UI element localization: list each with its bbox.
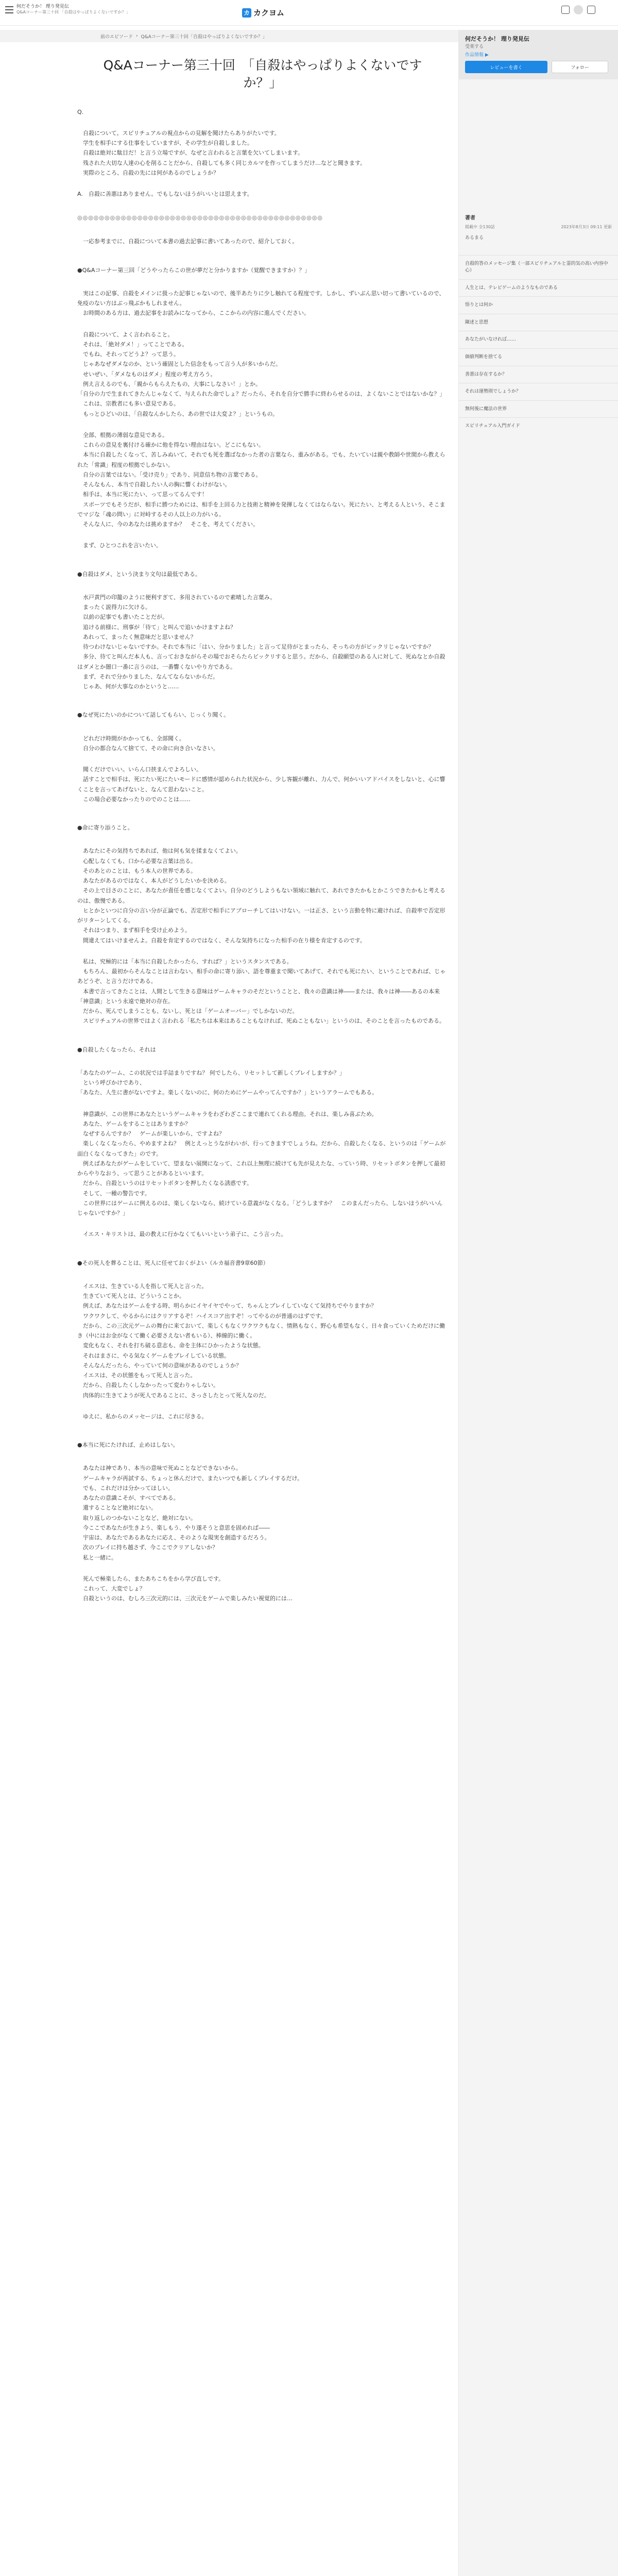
sidebar-episode-item[interactable]: 無何後に魔法の世界	[459, 400, 618, 418]
paragraph-1: 実はこの記事、自殺をメインに扱った記事じゃないので、後半あたりに少し触れてる程度です。しかし、ずいぶん思い切って書いているので、免疫のない方はぶっ飛ぶかもしれません。 お時間のある方は、過去記事をお読みになってから、ここからの内容に進んでください。	[77, 290, 445, 317]
section-heading-4: ●命に寄り添うこと。	[77, 824, 133, 831]
section-heading-2: ●自殺はダメ、という決まり文句は最低である。	[77, 570, 201, 578]
section-heading-6: ●その死人を葬ることは、死人に任せておくがよい（ルカ福音書9章60節）	[77, 1259, 269, 1266]
episode-count: 掲載中 全130話	[465, 225, 495, 230]
sidebar-episode-item[interactable]: 善悪は存在するか？	[459, 366, 618, 383]
episode-nav-bar	[0, 30, 515, 42]
intro-paragraph: 一応参考までに、自殺について本書の過去記事に書いてあったので、紹介しておく。	[77, 238, 298, 245]
work-name[interactable]: 何だそうか！ 理り発見伝	[465, 36, 529, 42]
top-bar-left	[5, 4, 130, 15]
section-heading-5: ●自殺したくなったら、それは	[77, 1046, 156, 1053]
sidebar-episode-item[interactable]: 人生とは、テレビゲームのようなものである	[459, 279, 618, 297]
paragraph-4: まず、ひとつこれを言いたい。	[77, 542, 162, 549]
work-title[interactable]: 何だそうか！ 理り発見伝	[16, 4, 69, 9]
paragraph-6: どれだけ時間がかかっても、全部聞く。 自分の都合なんて捨てて、その命に向き合いなさい。	[82, 735, 219, 752]
work-meta	[459, 213, 618, 241]
paragraph-15: あなたは神であり、本当の意味で死ぬことなどできないから。 ゲームキャラが再試する、ちょっと休んだけで、またいつでも新しくプレイするだけ。 でも、これだけは分かってほしい。 あなたの意識こそが、すべてである。 還することなど絶対にない。 取り返しのつかないことなど、絶対にない。 今ここであなたが生きよう、楽しもう、やり遂そうと意思を固めれば―― 宇宙は、あなたであるあなたに応え、そのような現実を創造するだろう。 次のプレイに持ち越さず、今ここでクリアしないか？ 私と一緒に。	[82, 1465, 303, 1561]
author-tag[interactable]: あるまる	[465, 235, 484, 241]
paragraph-11: 神意識が、この世界にあなたというゲームキャラをわざわざここまで連れてくれる理由。それは、楽しみ喜ぶため。 あなた、ゲームをすることはありますか？ なぜするんですか？ ゲームが楽しいから、ですよね？ 楽しくなくなったら、やめますよね？ 例とえっとうながわいが、行ってきますでしょうね。だから、自殺したくなる、というのは「ゲームが面白くなくなってきた」のです。 例えばあなたがゲームをしていて、望まない展開になって、これ以上無理に続けても先が見えたな、っていう時、リセットボタンを押して最初からやりなおう、って思うことがあるといいます。 だから、自殺というのはリセットボタンを押したくなる誘惑です。 そして、一種の警告です。 この世界にはゲームに例えるのは、楽しくないなら、続けている意義がなくなる。「どうしますか？ このまんだったら、しないほうがいいんじゃないですか？」	[77, 1110, 446, 1216]
work-info[interactable]	[16, 4, 130, 15]
review-button[interactable]: レビューを書く	[465, 61, 547, 73]
back-menu-icon[interactable]	[5, 6, 13, 13]
question-text: 自殺について。スピリチュアルの視点からの見解を聞けたらありがたいです。 学生を相手にする仕事をしていますが、その学生が自殺しました。 自殺は絶対に駄目だ！と言う立場ですが、なぜと言われると言葉を欠いてしまいます。 残された大切な人達の心を削ることだから、自殺しても多く同じカルマを作ってしまうだけ…などと聞きます。 実際のところ、自殺の先には何があるのでしょうか？	[82, 129, 366, 176]
work-profile-card	[459, 30, 618, 79]
work-info-link[interactable]: 作品情報 ▶	[465, 53, 489, 58]
menu-icon[interactable]	[587, 6, 595, 14]
sidebar-episode-item[interactable]: 悟りとは何か	[459, 296, 618, 314]
paragraph-8: あなたにその気持ちであれば、他は何も気を揉まなくてよい。 心配しなくても、口から必要な言葉は出る。 そのあとのことは、もう本人の世界である。 あなたがあるのではなく、本人がどうしたいかを決める。 その上で目さのことに、あなたが責任を感じなくてよい。自分のどうしようもない領域に触れて、あれできたかもとかこうできたかもと考えるのは、傲慢である。 ヒとかといつに自分の言い分が正論でも、否定形で相手にアプローチしてはいけない。一は正さ、という言動を特に避ければ、自殺率で否定形がリターンしてくる。 それはつまり、まず相手を受け止めよう。 間違えてはいけませんよ。自殺を肯定するのではなく、そんな気持ちになった相手の在り様を肯定するのです。	[77, 848, 445, 944]
sidebar-episode-item[interactable]: 自殺的答のメッセージ集（一部スピリチュアルと霊的気の高い内容中心）	[459, 255, 618, 279]
sidebar-episode-item[interactable]: 価値判断を捨てる	[459, 348, 618, 366]
paragraph-14: ゆえに、私からのメッセージは、これに尽きる。	[77, 1413, 208, 1420]
section-heading-7: ●本当に死にたければ、止めはしない。	[77, 1442, 179, 1448]
sidebar-episode-item[interactable]: あなたがいなければ……	[459, 331, 618, 348]
episode-title: Q&Aコーナー第三十回 「自殺はやっぱりよくないですか？」	[16, 10, 130, 15]
logo-mark-icon: カ	[242, 8, 251, 18]
prev-episode-link[interactable]: 前のエピソード	[100, 34, 133, 40]
sidebar	[458, 30, 618, 2576]
profile-actions	[465, 61, 612, 73]
paragraph-13: イエスは、生きている人を指して死人と言った。 生きていて死人とは、どういうことか。 例えば、あなたはゲームをする時、明らかにイヤイヤでやって、ちゃんとプレイしていなくて気持ちでやりますか？ ワクワクして、やるからにはクリアするぞ！ハイスコア出すぞ！ってやるのが普通のはずです。 だから、この三次元ゲームの舞台に来ておいて、楽しくもなくワクワクもなく、情熱もなく、野心も希望もなく、日々食っていくためだけに働き（中にはお金がなくて働く必要さえない者もいる）、棒線的に働く。 変化もなく、それを打ち破る意志も、命を主体にひかったような状態。 それはまさに、やる気なくゲームをプレイしている状態。 そんなんだったら、やっていて何の意味があるのでしょうか？ イエスは、その状態をもって死人と言った。 だから、自殺したくしなかったって変わりゃしない。 肉体的に生きてようが死人であることに、さっさしたとって死人なのだ。	[77, 1282, 445, 1399]
bookmark-icon[interactable]	[561, 6, 570, 14]
meta-row	[465, 224, 612, 230]
paragraph-5: 水戸黄門の印籠のように便利すぎて、多用されているので素晴した言葉み。 まったく説得力に欠ける。 以前の記事でも書いたことだが。 追ける前様に、刑事が「待て」と叫んで追いかけますよね？ あれって、まったく無意味だと思いません？ 待つわけないじゃないですか。それで本当に「はい、分かりました」と言って足待がとまったら、そっちの方がビックリじゃないですか？ 多分、待てと叫んだ本人も、言っておきながらその場でおそらたらビックリすると思う。だから、自殺願望のある人に対して、死ぬなとか自殺はダメとか闇口一番に言うのは、一番響くないやり方である。 まず、それで分かりました、なんてならないからだ。 じゃあ、何が大事なのかというと……	[77, 594, 445, 690]
sidebar-episode-item[interactable]: それは運勢則でしょうか？	[459, 383, 618, 400]
nav-separator: ›	[136, 33, 138, 39]
answer-text: A. 自殺に善悪はありません。でもしないほうがいいとは思えます。	[77, 191, 253, 197]
sidebar-episode-item[interactable]: 陳述と思想	[459, 314, 618, 331]
paragraph-12: イエス・キリストは、最の教えに行かなくてもいいという弟子に、こう言った。	[77, 1231, 287, 1238]
avatar[interactable]	[574, 5, 583, 14]
question-mark: Q.	[77, 108, 84, 115]
paragraph-10: 「あなたのゲーム、この状況では手詰まりですね？ 何でしたら、リセットして新しくプレイしますか？」 という呼びかけであり、 「あなた、人生に書がないですよ。楽しくないのに、何のためにゲームやってんですか？」というアラームでもある。	[77, 1069, 377, 1096]
sidebar-episode-item[interactable]: スピリチュアル入門ガイド	[459, 417, 618, 435]
paragraph-9: 私は、究極的には「本当に自殺したかったら、すれば？」というスタンスである。 もちろん、最初からそんなことは言わない。相手の命に寄り添い、語を尊重まで聞いてあげて、それでも死にたい、ということであれば、じゃあどうぞ、と言うだけである。 本書で言ってきたことは、人間として生きる意味はゲームキャラのそだということと、我々の意識は神――または、我々は神――あるの本来「神意識」という永遠で絶対の存在。 だから、死んでしまうことも、ないし、死とは「ゲームオーバー」でしかないのだ。 スピリチュアルの世界ではよく言われる「私たちは本来はあることもなければ、死ぬこともない」というのは、そのことを言ったものである。	[77, 958, 446, 1025]
episode-body	[77, 57, 448, 1615]
top-bar	[0, 0, 618, 26]
site-logo[interactable]	[242, 7, 284, 18]
updated-date: 2023年8月3日 09:11 更新	[561, 225, 612, 230]
top-bar-right	[561, 5, 595, 14]
section-heading-3: ●なぜ死にたいのかについて話してもらい、じっくり聞く。	[77, 711, 230, 719]
paragraph-3: 全部、根拠の薄弱な意見である。 これらの意見を裏付ける確かに他を得ない理由はない。どこにもない。 本当に自殺したくなって、苦しみぬいて、それでも死を選ばなかった者の言葉なら、重みがある。でも、たいていは親や教師や世間から教えられた「常識」程度の根拠でしかない。 自分の言葉ではない。「受け売り」であり、同意信ち物の言葉である。 そんなもん、本当で自殺したい人の胸に響くわけがない。 相手は、本当に死にたい、って思ってるんです！ スポーツでもそうだが、相手に勝つためには、相手を上回る力と技術と精神を発揮しなくてはならない。死にたい、と考える人という、そこまでマジな「魂の問い」に対峙するその人以上の力がいる。 そんな人に、今のあなたは挑めますか？ そこを、考えてください。	[77, 431, 445, 528]
paragraph-16: 死んで極楽したら、またあちこちをから学び直しです。 これって、大変でしょ？ 自殺というのは、むしろ三次元的には、三次元をゲームで楽しみたい視覚的には…	[82, 1575, 293, 1602]
episode-title-heading: Q&Aコーナー第三十回 「自殺はやっぱりよくないですか？」	[103, 58, 422, 90]
section-divider: ◎◎◎◎◎◎◎◎◎◎◎◎◎◎◎◎◎◎◎◎◎◎◎◎◎◎◎◎◎◎◎◎◎◎◎◎◎◎◎◎◎◎◎◎◎	[77, 214, 323, 222]
work-subtitle: 受楽する	[465, 44, 484, 50]
episode-list	[459, 255, 618, 435]
paragraph-2: 自殺について、よく言われること。 それは、「絶対ダメ！」ってことである。 でもね、それってどうよ？って思う。 じゃあなぜダメなのか、という確固とした信念をもって言う人が多いからだ。 せいぜい、「ダメなものはダメ」程度の考え方ろう。 例え言えるのでも、「親からもらえたもの、大事にしなさい！」とか。 「自分の力で生まれてきたんじゃなくて、与えられた命でしょ？だったら、それを自分で勝手に終わらせるのは、よくないことではないかな？」 これは、宗教者にも多い意見である。 もっとひどいのは、「自殺なんかしたら、あの世では大変よ？」というもの。	[77, 331, 445, 417]
current-episode-label: Q&Aコーナー第三十回「自殺はやっぱりよくないですか？」	[141, 34, 267, 40]
section-heading-1: ●Q&Aコーナー第三回「どうやったらこの世が夢だと分かりますか（覚醒できますか）？」	[77, 266, 311, 274]
follow-button[interactable]: フォロー	[552, 61, 608, 73]
logo-text: カクヨム	[253, 8, 285, 18]
meta-label: 著者	[465, 215, 475, 222]
paragraph-7: 聞くだけでいい。いらん口挟まんでよろしい。 話すことで相手は、死にたい死にたいモードに感情が認められた状況から、少し客観が離れ、力んで、何かいいアドバイスをしないと、心に響くことを言ってあげないと、なんて思わないこと。 この場合必要なかったりのでのことは……	[77, 766, 445, 803]
